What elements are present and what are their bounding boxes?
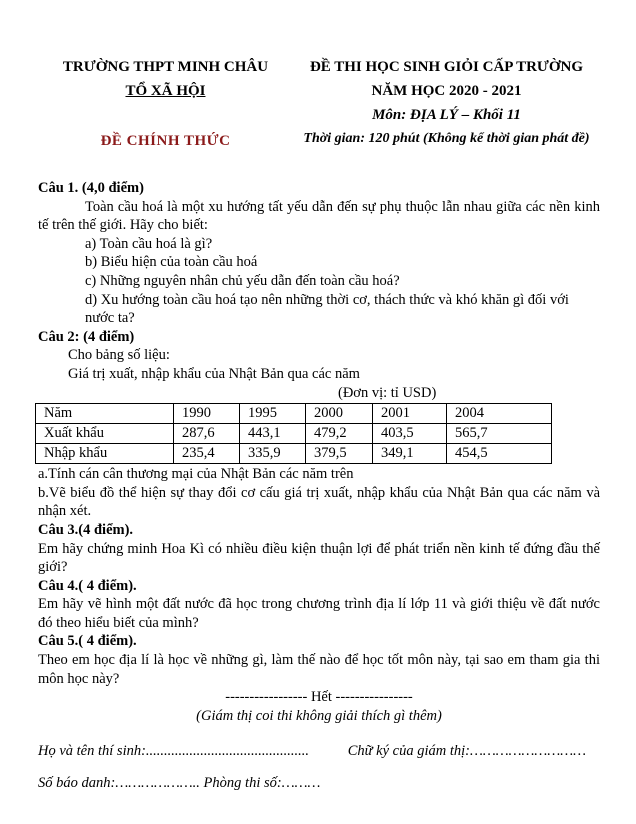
exam-title: ĐỀ THI HỌC SINH GIỎI CẤP TRƯỜNG bbox=[309, 59, 584, 75]
proctor-note: (Giám thị coi thi không giải thích gì thêm) bbox=[196, 707, 442, 724]
question-1-item-a: a) Toàn cầu hoá là gì? bbox=[85, 235, 213, 252]
department-name: TỔ XÃ HỘI bbox=[125, 83, 206, 99]
question-2-task-b: b.Vẽ biểu đồ thể hiện sự thay đổi cơ cấu giá trị xuất, nhập khẩu của Nhật Bản qua các năm và nhận xét. bbox=[38, 484, 600, 520]
table-cell: 403,5 bbox=[373, 424, 447, 444]
question-1-intro: Toàn cầu hoá là một xu hướng tất yếu dẫn đến sự phụ thuộc lẫn nhau giữa các nền kinh tế trên thế giới. Hãy cho biết: bbox=[38, 198, 600, 234]
question-1-item-b: b) Biểu hiện của toàn cầu hoá bbox=[85, 254, 258, 271]
candidate-number-line: Số báo danh:……………….. Phòng thi số:……… bbox=[38, 775, 321, 792]
table-cell: Nhập khẩu bbox=[36, 444, 174, 464]
question-2-heading: Câu 2: (4 điểm) bbox=[38, 328, 135, 345]
table-cell: 2004 bbox=[447, 404, 552, 424]
table-cell: 479,2 bbox=[306, 424, 373, 444]
table-cell: 379,5 bbox=[306, 444, 373, 464]
table-cell: 335,9 bbox=[240, 444, 306, 464]
table-unit-label: (Đơn vị: tỉ USD) bbox=[338, 384, 437, 401]
signature-footer bbox=[38, 742, 600, 792]
school-year: NĂM HỌC 2020 - 2021 bbox=[371, 83, 522, 99]
school-name: TRƯỜNG THPT MINH CHÂU bbox=[62, 59, 269, 75]
header-right-block bbox=[293, 55, 600, 153]
table-cell: 443,1 bbox=[240, 424, 306, 444]
question-5-body: Theo em học địa lí là học về những gì, làm thế nào để học tốt môn này, tại sao em tham gia thi môn học này? bbox=[38, 652, 600, 687]
table-cell: 235,4 bbox=[174, 444, 240, 464]
question-4-body: Em hãy vẽ hình một đất nước đã học trong chương trình địa lí lớp 11 và giới thiệu về đất nước đó theo hiểu biết của mình? bbox=[38, 596, 600, 631]
table-row-imports bbox=[36, 444, 552, 464]
document-header bbox=[38, 55, 600, 153]
table-cell: 565,7 bbox=[447, 424, 552, 444]
exam-body bbox=[38, 179, 600, 793]
subject-line: Môn: ĐỊA LÝ – Khối 11 bbox=[372, 107, 521, 123]
footer-row-2 bbox=[38, 774, 600, 793]
examiner-signature-line: Chữ ký của giám thị:……………………… bbox=[347, 743, 586, 760]
table-cell: 1995 bbox=[240, 404, 306, 424]
official-exam-label: ĐỀ CHÍNH THỨC bbox=[100, 133, 231, 149]
question-3-body: Em hãy chứng minh Hoa Kì có nhiều điều kiện thuận lợi để phát triển nền kinh tế đứng đầu thế giới? bbox=[38, 540, 600, 576]
table-cell: Năm bbox=[36, 404, 174, 424]
table-cell: 454,5 bbox=[447, 444, 552, 464]
table-cell: 2001 bbox=[373, 404, 447, 424]
table-cell: 349,1 bbox=[373, 444, 447, 464]
table-cell: 2000 bbox=[306, 404, 373, 424]
question-2-intro-1: Cho bảng số liệu: bbox=[68, 347, 170, 364]
japan-trade-data-table bbox=[35, 403, 552, 464]
table-cell: Xuất khẩu bbox=[36, 424, 174, 444]
table-cell: 287,6 bbox=[174, 424, 240, 444]
candidate-name-line: Họ và tên thí sinh:............................................. bbox=[38, 743, 310, 760]
header-left-block bbox=[38, 55, 293, 153]
question-1-item-d: d) Xu hướng toàn cầu hoá tạo nên những thời cơ, thách thức và khó khăn gì đối với nước ta? bbox=[85, 291, 569, 327]
duration-line: Thời gian: 120 phút (Không kể thời gian phát đề) bbox=[303, 131, 590, 146]
question-4-heading: Câu 4.( 4 điểm). bbox=[38, 577, 137, 594]
question-1-heading: Câu 1. (4,0 điểm) bbox=[38, 180, 144, 196]
question-2-task-a: a.Tính cán cân thương mại của Nhật Bản các năm trên bbox=[38, 466, 354, 483]
question-5-heading: Câu 5.( 4 điểm). bbox=[38, 633, 137, 650]
end-divider: ----------------- Hết ---------------- bbox=[225, 689, 413, 706]
table-row-exports bbox=[36, 424, 552, 444]
question-3-heading: Câu 3.(4 điểm). bbox=[38, 521, 134, 538]
table-row-years bbox=[36, 404, 552, 424]
footer-row-1 bbox=[38, 742, 600, 761]
question-1-item-c: c) Những nguyên nhân chủ yếu dẫn đến toàn cầu hoá? bbox=[85, 272, 400, 289]
question-2-intro-2: Giá trị xuất, nhập khẩu của Nhật Bản qua các năm bbox=[68, 365, 360, 382]
table-cell: 1990 bbox=[174, 404, 240, 424]
question-1-items bbox=[38, 235, 600, 328]
